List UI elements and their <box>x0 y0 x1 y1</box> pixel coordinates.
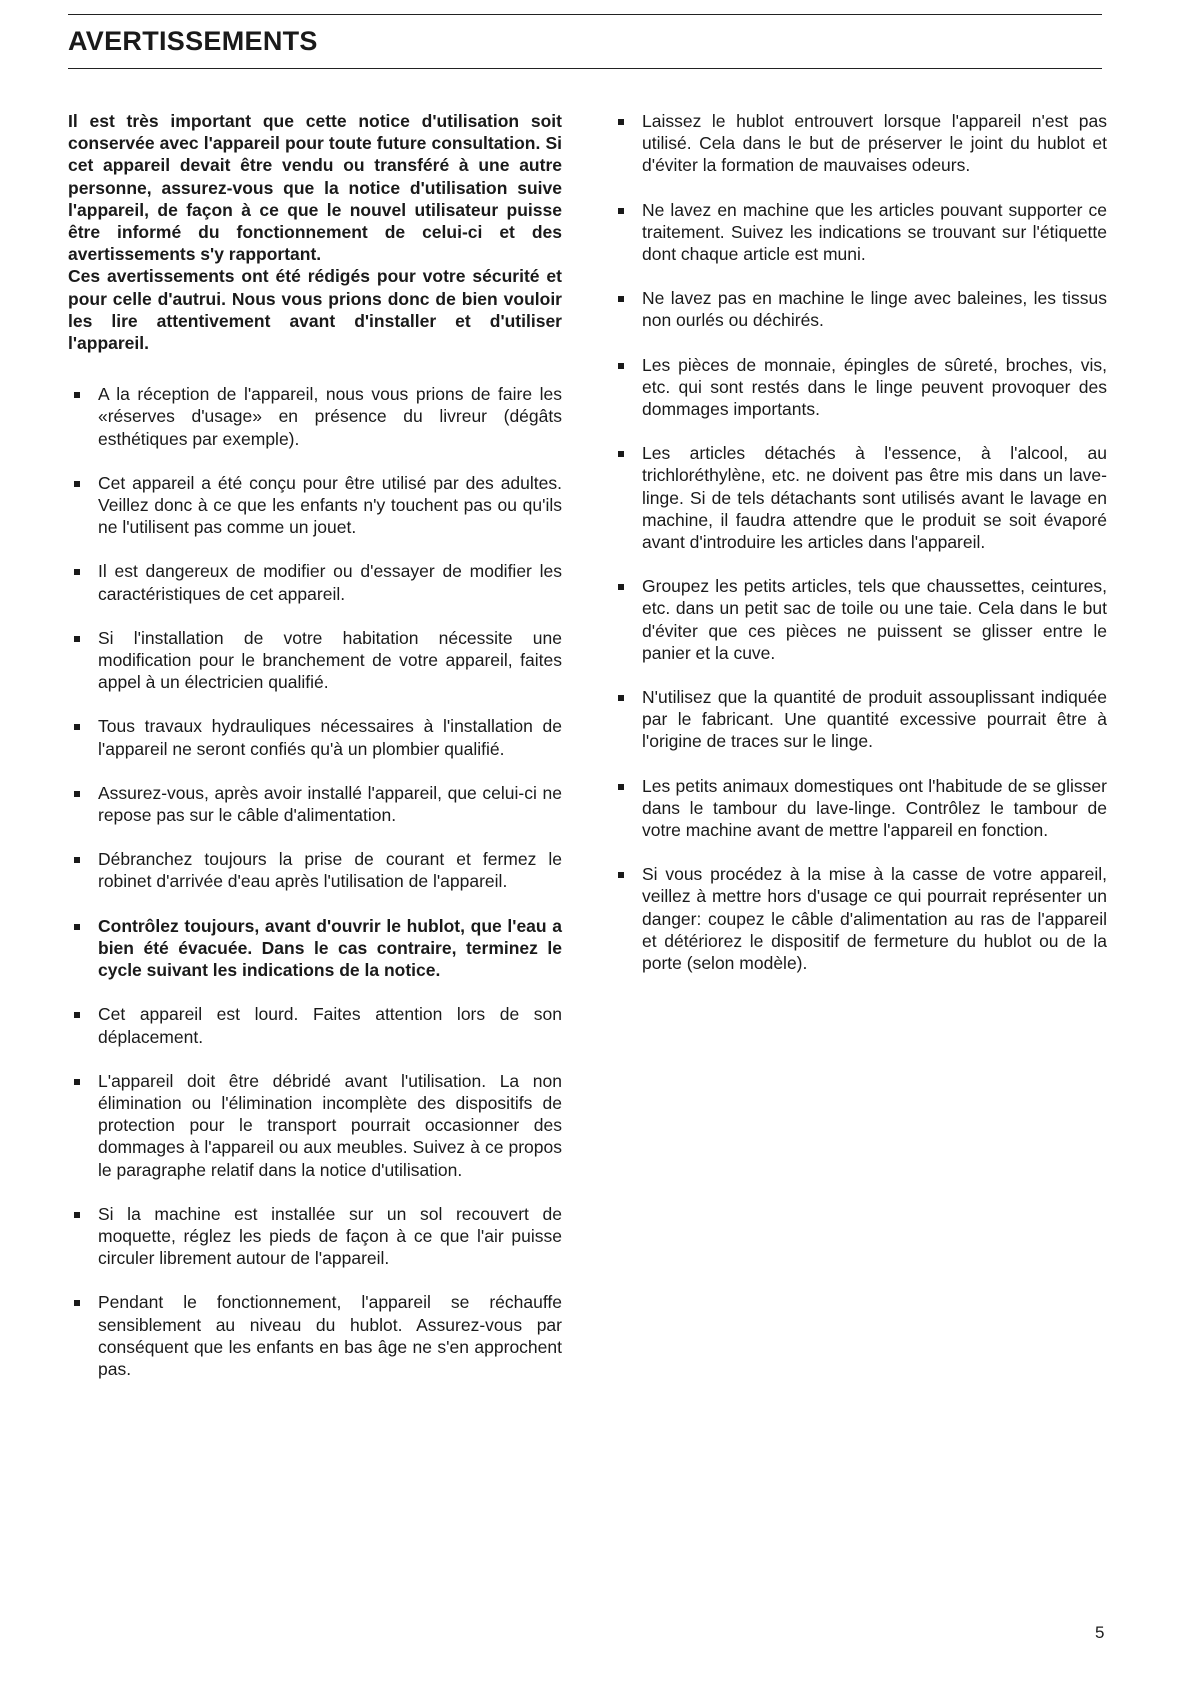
bullet-square-icon <box>74 857 80 863</box>
warning-item: L'appareil doit être débridé avant l'utilisation. La non élimination ou l'élimination incomplète des dispositifs de protection pour le transport pourrait occasionner des dommages à l'appareil ou aux meubles. Suivez à ce propos le paragraphe relatif dans la notice d'utilisation. <box>68 1070 562 1181</box>
page-number: 5 <box>1095 1623 1105 1642</box>
intro-paragraph <box>68 110 562 354</box>
warning-item: Les pièces de monnaie, épingles de sûreté, broches, vis, etc. qui sont restés dans le linge peuvent provoquer des dommages importants. <box>612 354 1107 421</box>
bullet-square-icon <box>74 636 80 642</box>
warning-item: N'utilisez que la quantité de produit assouplissant indiquée par le fabricant. Une quantité excessive pourrait être à l'origine de traces sur le linge. <box>612 686 1107 753</box>
bullet-square-icon <box>618 695 624 701</box>
warning-item-important: Contrôlez toujours, avant d'ouvrir le hublot, que l'eau a bien été évacuée. Dans le cas contraire, terminez le cycle suivant les indications de la notice. <box>68 915 562 982</box>
warning-list-right <box>612 110 1107 974</box>
bullet-square-icon <box>74 1079 80 1085</box>
bullet-square-icon <box>618 784 624 790</box>
left-column <box>68 110 562 1402</box>
bullet-square-icon <box>74 1212 80 1218</box>
warning-item: Si vous procédez à la mise à la casse de votre appareil, veillez à mettre hors d'usage ce qui pourrait représenter un danger: coupez le câble d'alimentation au ras de l'appareil et détériorez le dispositif de fermeture du hublot ou de la porte (selon modèle). <box>612 863 1107 974</box>
warning-item: Les petits animaux domestiques ont l'habitude de se glisser dans le tambour du lave-linge. Contrôlez le tambour de votre machine avant de mettre l'appareil en fonction. <box>612 775 1107 842</box>
bullet-square-icon <box>74 1012 80 1018</box>
bullet-square-icon <box>74 481 80 487</box>
warning-item: Ne lavez en machine que les articles pouvant supporter ce traitement. Suivez les indications se trouvant sur l'étiquette dont chaque article est muni. <box>612 199 1107 266</box>
warning-item: Groupez les petits articles, tels que chaussettes, ceintures, etc. dans un petit sac de toile ou une taie. Cela dans le but d'éviter que ces pièces ne puissent se glisser entre le panier et la cuve. <box>612 575 1107 664</box>
bullet-square-icon <box>618 119 624 125</box>
warning-item: Pendant le fonctionnement, l'appareil se réchauffe sensiblement au niveau du hublot. Assurez-vous par conséquent que les enfants en bas âge ne s'en approchent pas. <box>68 1291 562 1380</box>
bullet-square-icon <box>618 584 624 590</box>
warning-item: Débranchez toujours la prise de courant et fermez le robinet d'arrivée d'eau après l'utilisation de l'appareil. <box>68 848 562 892</box>
intro-paragraph-2: Ces avertissements ont été rédigés pour votre sécurité et pour celle d'autrui. Nous vous prions donc de bien vouloir les lire attentivement avant d'installer et d'utiliser l'appareil. <box>68 266 562 354</box>
warning-item: Cet appareil a été conçu pour être utilisé par des adultes. Veillez donc à ce que les enfants n'y touchent pas ou qu'ils ne l'utilisent pas comme un jouet. <box>68 472 562 539</box>
bullet-square-icon <box>618 451 624 457</box>
warning-item: Les articles détachés à l'essence, à l'alcool, au trichloréthylène, etc. ne doivent pas être mis dans un lave-linge. Si de tels détachants sont utilisés avant le lavage en machine, il faudra attendre que le produit se soit évaporé avant d'introduire les articles dans l'appareil. <box>612 442 1107 553</box>
warning-item: Si la machine est installée sur un sol recouvert de moquette, réglez les pieds de façon à ce que l'air puisse circuler librement autour de l'appareil. <box>68 1203 562 1270</box>
page-title: AVERTISSEMENTS <box>68 26 318 56</box>
warning-item: Tous travaux hydrauliques nécessaires à l'installation de l'appareil ne seront confiés qu'à un plombier qualifié. <box>68 715 562 759</box>
bullet-square-icon <box>74 569 80 575</box>
bullet-square-icon <box>618 363 624 369</box>
header-bottom-rule <box>68 68 1102 69</box>
warning-item: Si l'installation de votre habitation nécessite une modification pour le branchement de votre appareil, faites appel à un électricien qualifié. <box>68 627 562 694</box>
bullet-square-icon <box>74 924 80 930</box>
warning-item: Assurez-vous, après avoir installé l'appareil, que celui-ci ne repose pas sur le câble d'alimentation. <box>68 782 562 826</box>
warning-item: Laissez le hublot entrouvert lorsque l'appareil n'est pas utilisé. Cela dans le but de préserver le joint du hublot et d'éviter la formation de mauvaises odeurs. <box>612 110 1107 177</box>
warning-item: A la réception de l'appareil, nous vous prions de faire les «réserves d'usage» en présence du livreur (dégâts esthétiques par exemple). <box>68 383 562 450</box>
bullet-square-icon <box>74 724 80 730</box>
bullet-square-icon <box>74 791 80 797</box>
bullet-square-icon <box>618 872 624 878</box>
bullet-square-icon <box>618 208 624 214</box>
right-column <box>612 110 1107 996</box>
header-top-rule <box>68 14 1102 15</box>
bullet-square-icon <box>74 1300 80 1306</box>
warning-list-left <box>68 383 562 1380</box>
warning-item: Ne lavez pas en machine le linge avec baleines, les tissus non ourlés ou déchirés. <box>612 287 1107 331</box>
warning-item: Il est dangereux de modifier ou d'essayer de modifier les caractéristiques de cet appareil. <box>68 560 562 604</box>
warning-item: Cet appareil est lourd. Faites attention lors de son déplacement. <box>68 1003 562 1047</box>
intro-paragraph-1: Il est très important que cette notice d'utilisation soit conservée avec l'appareil pour toute future consultation. Si cet appareil devait être vendu ou transféré à une autre personne, assurez-vous que la notice d'utilisation suive l'appareil, de façon à ce que le nouvel utilisateur puisse être informé du fonctionnement de celui-ci et des avertissements s'y rapportant. <box>68 111 562 265</box>
bullet-square-icon <box>618 296 624 302</box>
bullet-square-icon <box>74 392 80 398</box>
